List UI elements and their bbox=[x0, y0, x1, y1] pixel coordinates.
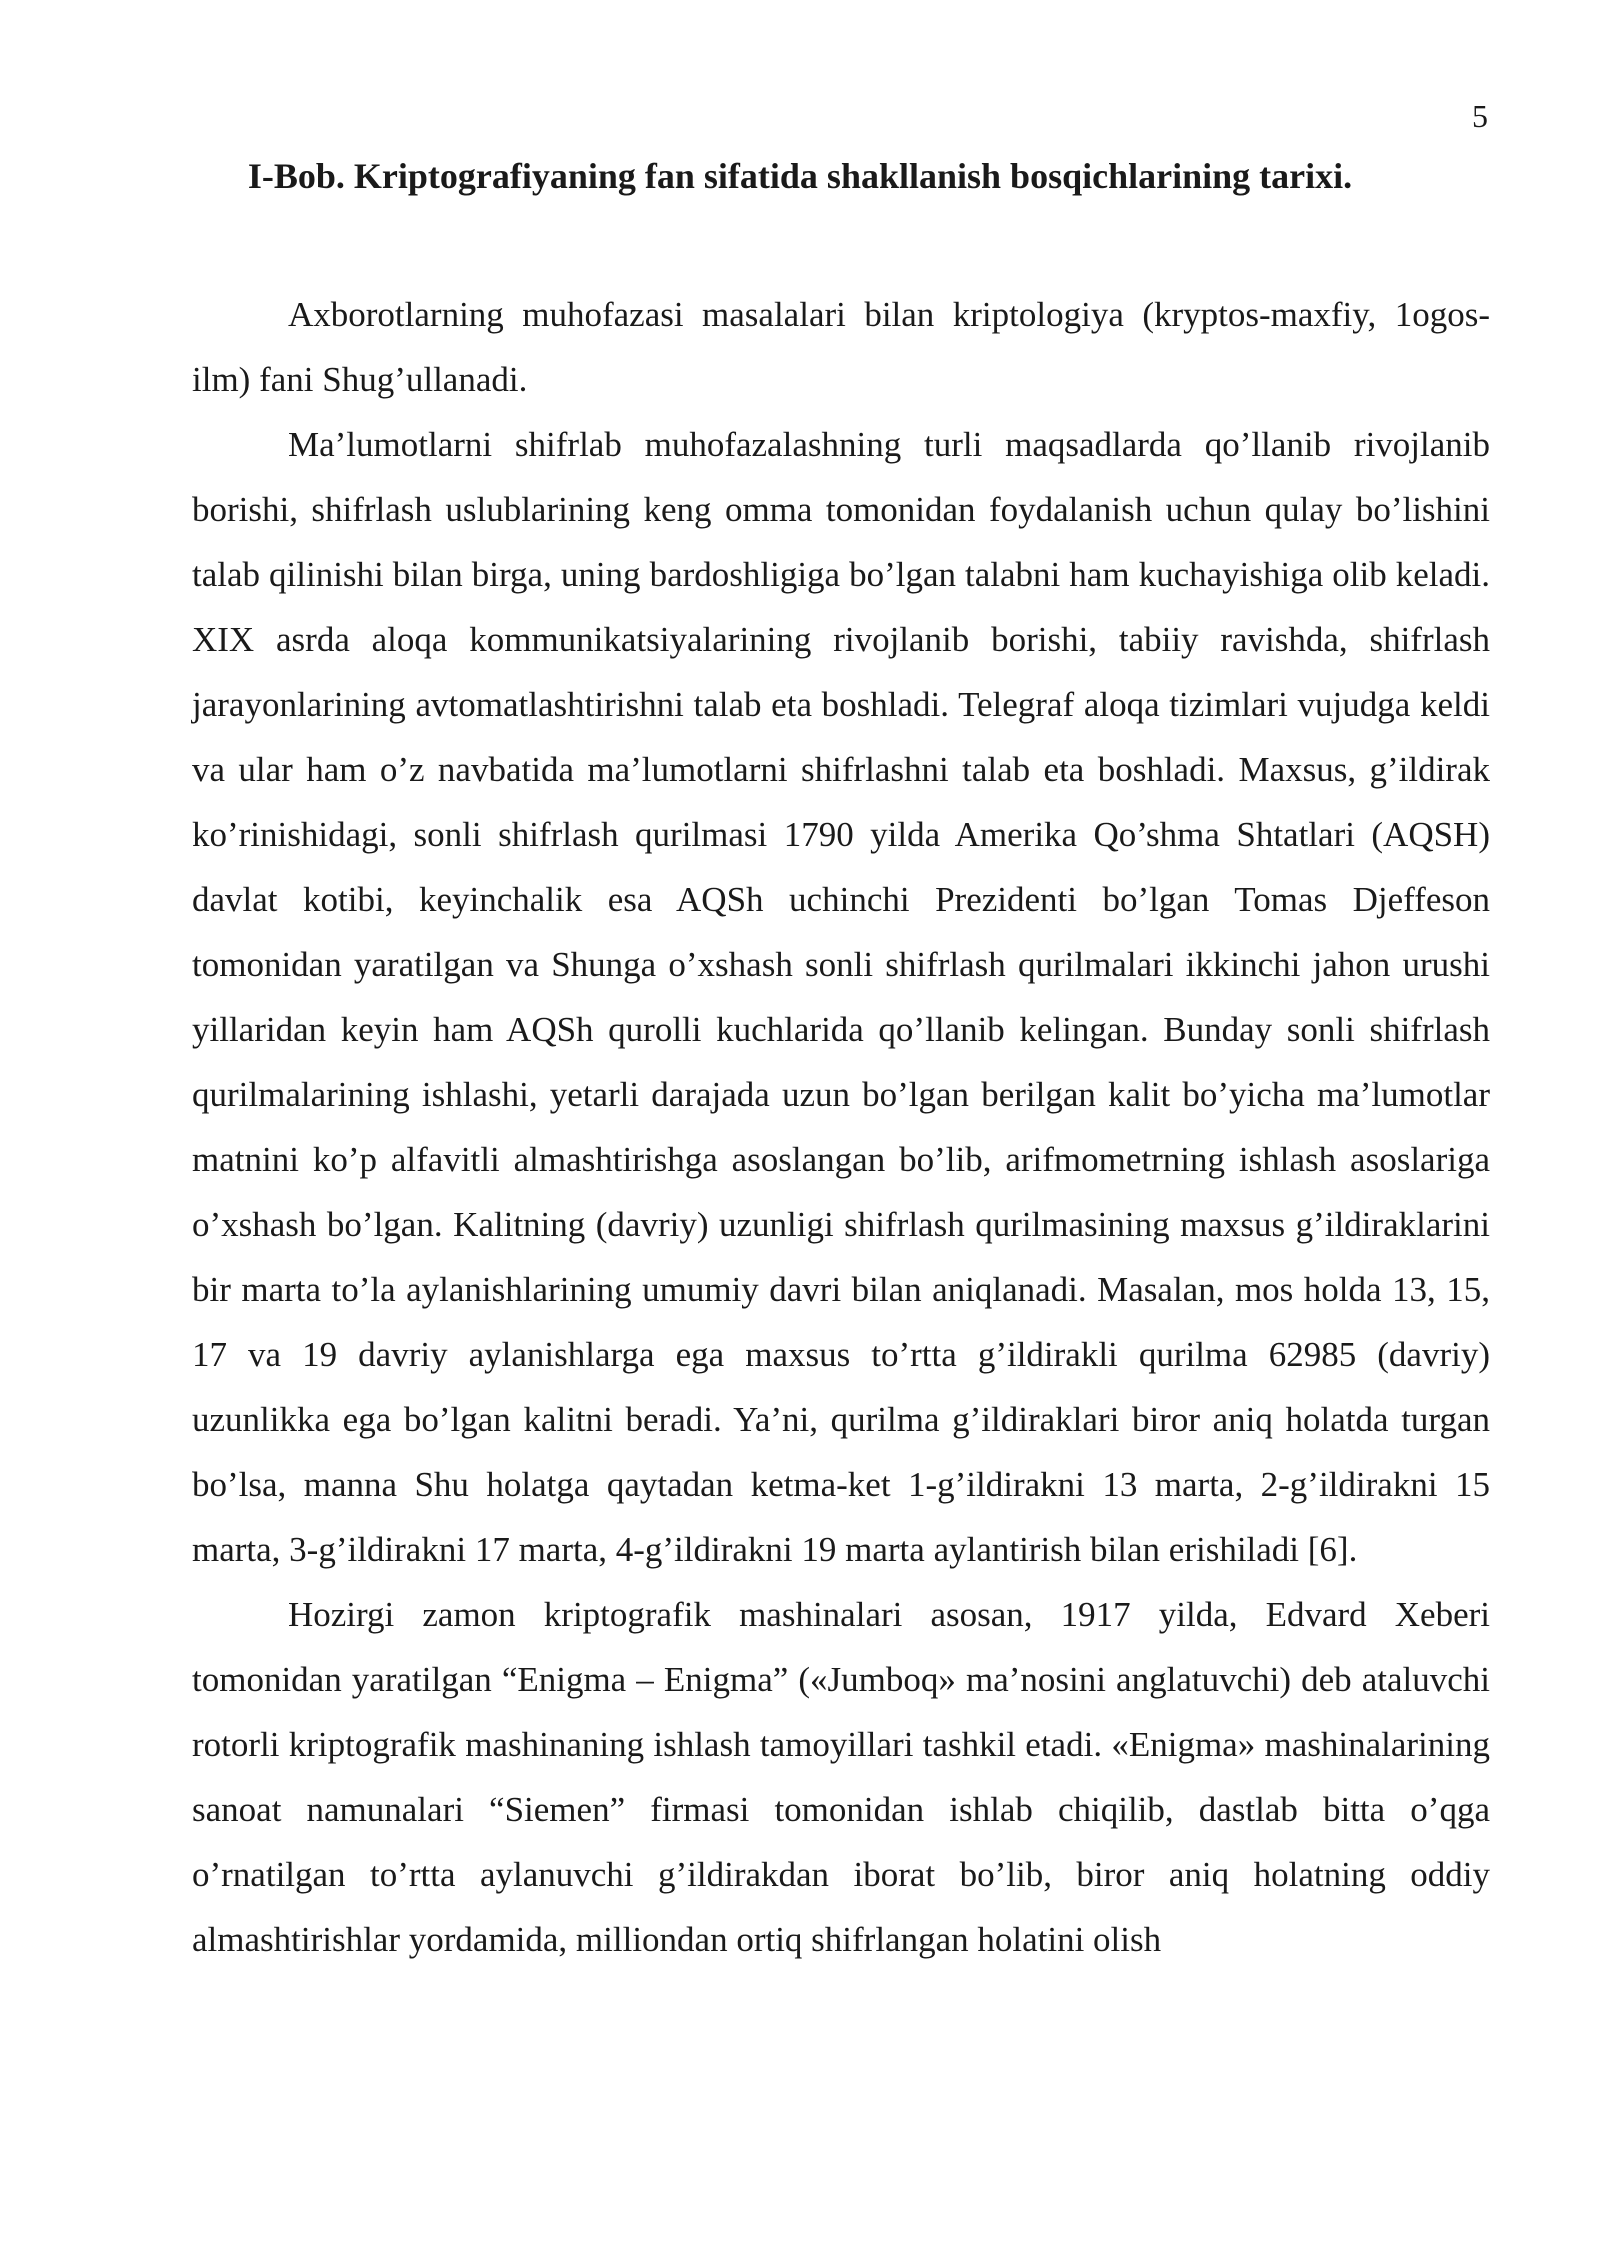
chapter-title: I-Bob. Kriptografiyaning fan sifatida shakllanish bosqichlarining tarixi. bbox=[247, 156, 1353, 196]
page-number: 5 bbox=[1472, 98, 1488, 134]
paragraph: Ma’lumotlarni shifrlab muhofazalashning turli maqsadlarda qo’llanib rivojlanib borishi, shifrlash uslublarining keng omma tomonidan foydalanish uchun qulay bo’lishini talab qilinishi bilan birga, uning bardoshligiga bo’lgan talabni ham kuchayishiga olib keladi. XIX asrda aloqa kommunikatsiyalarining rivojlanib borishi, tabiiy ravishda, shifrlash jarayonlarining avtomatlashtirishni talab eta boshladi. Telegraf aloqa tizimlari vujudga keldi va ular ham o’z navbatida ma’lumotlarni shifrlashni talab eta boshladi. Maxsus, g’ildirak ko’rinishidagi, sonli shifrlash qurilmasi 1790 yilda Amerika Qo’shma Shtatlari (AQSH) davlat kotibi, keyinchalik esa AQSh uchinchi Prezidenti bo’lgan Tomas Djeffeson tomonidan yaratilgan va Shunga o’xshash sonli shifrlash qurilmalari ikkinchi jahon urushi yillaridan keyin ham AQSh qurolli kuchlarida qo’llanib kelingan. Bunday sonli shifrlash qurilmalarining ishlashi, yetarli darajada uzun bo’lgan berilgan kalit bo’yicha ma’lumotlar matnini ko’p alfavitli almashtirishga asoslangan bo’lib, arifmometrning ishlash asoslariga o’xshash bo’lgan. Kalitning (davriy) uzunligi shifrlash qurilmasining maxsus g’ildiraklarini bir marta to’la aylanishlarining umumiy davri bilan aniqlanadi. Masalan, mos holda 13, 15, 17 va 19 davriy aylanishlarga ega maxsus to’rtta g’ildirakli qurilma 62985 (davriy) uzunlikka ega bo’lgan kalitni beradi. Ya’ni, qurilma g’ildiraklari biror aniq holatda turgan bo’lsa, manna Shu holatga qaytadan ketma-ket 1-g’ildirakni 13 marta, 2-g’ildirakni 15 marta, 3-g’ildirakni 17 marta, 4-g’ildirakni 19 marta aylantirish bilan erishiladi [6]. bbox=[192, 425, 1490, 1569]
paragraph: Hozirgi zamon kriptografik mashinalari asosan, 1917 yilda, Edvard Xeberi tomonidan yaratilgan “Enigma – Enigma” («Jumboq» ma’nosini anglatuvchi) deb ataluvchi rotorli kriptografik mashinaning ishlash tamoyillari tashkil etadi. «Enigma» mashinalarining sanoat namunalari “Siemen” firmasi tomonidan ishlab chiqilib, dastlab bitta o’qga o’rnatilgan to’rtta aylanuvchi g’ildirakdan iborat bo’lib, biror aniq holatning oddiy almashtirishlar yordamida, milliondan ortiq shifrlangan holatini olish bbox=[192, 1595, 1490, 1959]
paragraph: Axborotlarning muhofazasi masalalari bilan kriptologiya (kryptos-maxfiy, 1ogos-ilm) fani Shug’ullanadi. bbox=[192, 295, 1490, 399]
body-text bbox=[192, 282, 1490, 1972]
